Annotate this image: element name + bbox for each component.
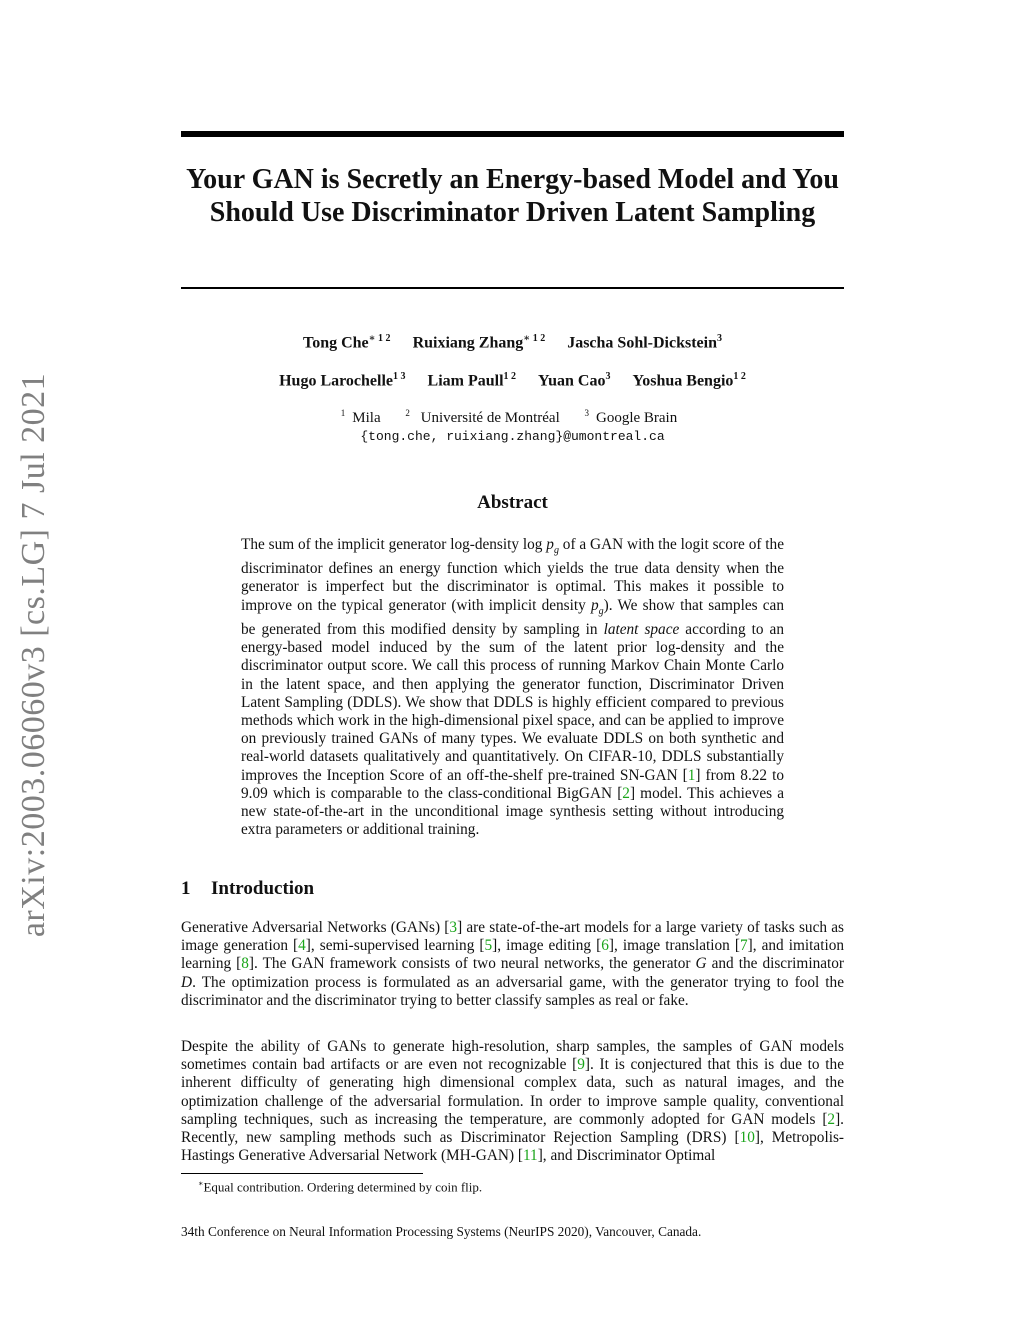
citation-link[interactable]: 10 [739,1129,755,1147]
citation-link[interactable]: 4 [298,937,306,955]
author-name: Ruixiang Zhang [412,334,524,352]
author-name: Tong Che [302,334,369,352]
affiliation [341,410,388,426]
conference-note: 34th Conference on Neural Information Processing Systems (NeurIPS 2020), Vancouver, Canada. [181,1224,702,1239]
citation-link[interactable]: 9 [577,1056,585,1074]
title-bottom-rule [181,287,844,289]
footnote-rule [181,1173,423,1174]
affiliation-mark: 2 [405,408,410,418]
arxiv-stamp-text: arXiv:2003.06060v3 [cs.LG] 7 Jul 2021 [15,372,53,938]
author-marks: ∗ 1 2 [368,333,391,344]
author-name: Yuan Cao [538,372,606,390]
author-marks: 1 3 [393,371,406,382]
authors-row-2 [181,371,844,390]
affiliation-mark: 1 [340,408,346,418]
author [279,371,405,390]
affiliation [584,410,684,426]
intro-paragraph-1: Generative Adversarial Networks (GANs) [3] are state-of-the-art models for a large variety of tasks such as image generation [4], semi-supervised learning [5], image editing [6], image translation [7], and imitation learning [8]. The GAN framework consists of two neural networks, the generator G and the discriminator D. The optimization process is formulated as an adversarial game, with the generator trying to fool the discriminator and the discriminator trying to better classify samples as real or fake. [181,919,845,1009]
author [428,371,517,390]
affiliations [181,408,844,427]
citation-link[interactable]: 7 [739,937,748,955]
author-marks: 3 [605,371,611,382]
author [538,371,610,390]
author-name: Hugo Larochelle [279,372,394,390]
citation-link[interactable]: 8 [241,955,249,973]
footnote-text: Equal contribution. Ordering determined by coin flip. [203,1179,483,1195]
section-title: Introduction [211,878,315,899]
abstract-heading: Abstract [477,492,548,513]
intro-paragraph-2: Despite the ability of GANs to generate high-resolution, sharp samples, the samples of GAN models sometimes contain bad artifacts or are even not recognizable [9]. It is conjectured that this is due to the inherent difficulty of generating high dimensional complex data, such as natural images, and the optimization challenge of the adversarial formulation. In order to improve sample quality, conventional sampling techniques, such as increasing the temperature, are commonly adopted for GAN models [2]. Recently, new sampling methods such as Discriminator Rejection Sampling (DRS) [10], Metropolis-Hastings Generative Adversarial Network (MH-GAN) [11], and Discriminator Optimal [181,1038,844,1165]
author-marks: 3 [717,333,722,344]
citation-link[interactable]: 11 [522,1147,538,1165]
author-name: Yoshua Bengio [632,372,734,390]
affiliation-name: Google Brain [595,410,678,426]
author [413,333,546,352]
section-number: 1 [181,878,191,899]
footnote [198,1179,482,1195]
authors-row-1 [181,333,844,352]
author [567,333,722,352]
author [632,371,745,390]
citation-link[interactable]: 6 [601,937,609,955]
citation-link[interactable]: 2 [622,784,630,802]
author-marks: 1 2 [503,371,517,382]
citation-link[interactable]: 3 [449,919,458,936]
author-marks: 1 2 [733,371,746,382]
author-name: Jascha Sohl-Dickstein [567,334,717,352]
affiliation-name: Université de Montréal [420,410,560,426]
title-top-rule [181,131,844,137]
affiliation [405,410,566,426]
author-email[interactable]: {tong.che, ruixiang.zhang}@umontreal.ca [360,429,665,444]
arxiv-stamp [14,372,54,938]
footnote-mark: ∗ [198,1179,204,1188]
author-marks: ∗ 1 2 [523,333,546,344]
section-heading [181,878,314,900]
affiliation-mark: 3 [584,408,589,418]
author-name: Liam Paull [427,372,504,390]
paper-title: Your GAN is Secretly an Energy-based Model and You Should Use Discriminator Driven Latent Sampling [186,164,839,228]
affiliation-name: Mila [352,410,381,426]
author [303,333,391,352]
citation-link[interactable]: 5 [484,937,493,955]
citation-link[interactable]: 1 [687,766,696,784]
citation-link[interactable]: 2 [827,1110,836,1128]
abstract-text: The sum of the implicit generator log-density $\log p_g$ of a GAN with the logit score of the discriminator defines an energy function which yields the true data density when the generator is imperfect but the discriminator is optimal. This makes it possible to improve on the typical generator (with implicit density $p_g$). We show that samples can be generated from this modified density by sampling in latent space according to an energy-based model induced by the sum of the latent prior log-density and the discriminator output score. We call this process of running Markov Chain Monte Carlo in the latent space, and then applying the generator function, Discriminator Driven Latent Sampling (DDLS). We show that DDLS is highly efficient compared to previous methods which work in the high-dimensional pixel space, and can be applied to improve on previously trained GANs of many types. We evaluate DDLS on both synthetic and real-world datasets qualitatively and quantitatively. On CIFAR-10, DDLS substantially improves the Inception Score of an off-the-shelf pre-trained SN-GAN [1] from 8.22 to 9.09 which is comparable to the class-conditional BigGAN [2] model. This achieves a new state-of-the-art in the unconditional image synthesis setting without introducing extra parameters or additional training. [241,536,784,839]
